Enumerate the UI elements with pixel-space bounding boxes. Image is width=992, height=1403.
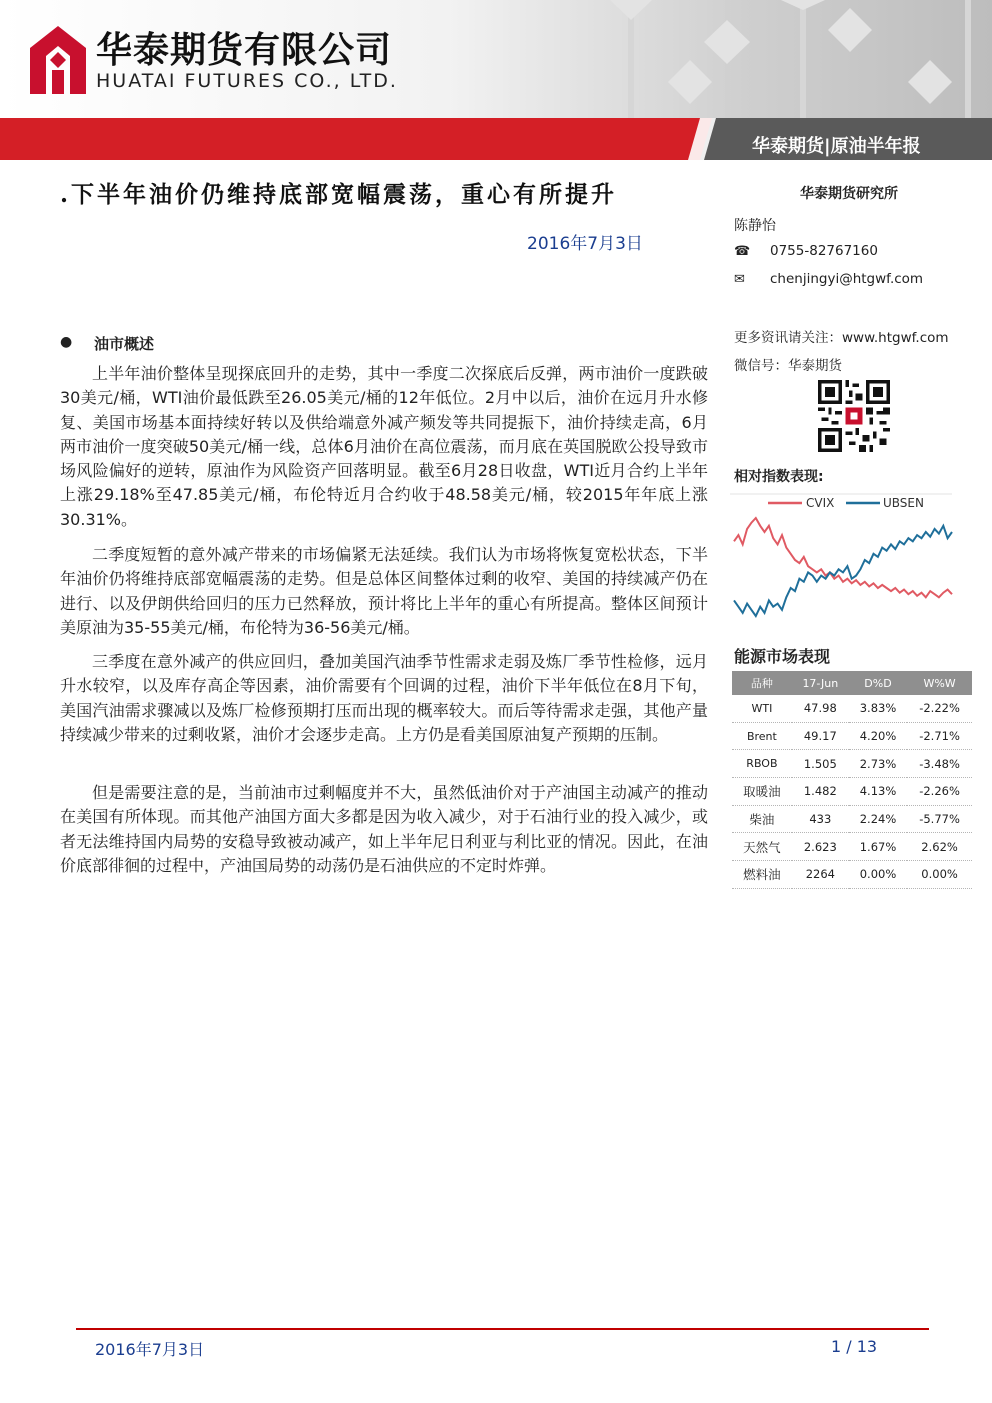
body-paragraph: 三季度在意外减产的供应回归，叠加美国汽油季节性需求走弱及炼厂季节性检修，远月升水较窄，以及库存高企等因素，油价需要有个回调的过程，油价下半年低位在8月下旬，美国汽油需求骤减以及炼厂检修预期打压而出现的概率较大。而后等待需求走强，其他产量持续减少带来的过剩收紧，油价才会逐步走高。上方仍是看美国原油复产预期的压制。 [60, 652, 708, 744]
table-cell: -2.26% [907, 778, 972, 806]
table-cell: 2.623 [792, 833, 849, 861]
table-cell: -2.22% [907, 695, 972, 722]
footer-rule [76, 1328, 929, 1330]
column-header: 品种 [732, 671, 792, 695]
page-number: 1 / 13 [831, 1337, 878, 1356]
table-cell: 1.505 [792, 750, 849, 778]
section-bullet: ● [60, 334, 73, 350]
phone-row [734, 243, 878, 259]
document-date: 2016年7月3日 [527, 234, 643, 254]
body-paragraph: 上半年油价整体呈现探底回升的走势，其中一季度二次探底后反弹，两市油价一度跌破30美元/桶，WTI油价最低跌至26.05美元/桶的12年低位。2月中以后，油价在远月升水修复、美国市场基本面持续好转以及供给端意外减产频发等共同提振下，油价持续走高，6月两市油价一度突破50美元/桶一线，总体6月油价在高位震荡，而月底在英国脱欧公投导致市场风险偏好的逆转，原油作为风险资产回落明显。截至6月28日收盘，WTI近月合约上半年上涨29.18%至47.85美元/桶，布伦特近月合约收于48.58美元/桶，较2015年年底上涨30.31%。 [60, 364, 708, 529]
series-line-cvix [734, 518, 952, 597]
table-cell: 2264 [792, 861, 849, 889]
table-cell: 47.98 [792, 695, 849, 722]
table-cell: 4.13% [849, 778, 907, 806]
table-cell: 0.00% [849, 861, 907, 889]
table-cell: 2.73% [849, 750, 907, 778]
company-name-cn: 华泰期货有限公司 [96, 30, 393, 71]
phone-icon: ☎ [734, 244, 751, 259]
company-name-en: HUATAI FUTURES CO., LTD. [96, 70, 398, 92]
table-cell: Brent [732, 722, 792, 750]
document-title: .下半年油价仍维持底部宽幅震荡，重心有所提升 [60, 181, 618, 208]
qr-code-icon [818, 380, 890, 452]
footer-date: 2016年7月3日 [95, 1340, 205, 1359]
table-header-row [732, 671, 972, 695]
more-info-line: 更多资讯请关注：www.htgwf.com [734, 330, 949, 346]
table-cell: 柴油 [732, 805, 792, 833]
table-row [732, 833, 972, 861]
table-row [732, 750, 972, 778]
table-row [732, 778, 972, 806]
index-chart-title: 相对指数表现: [734, 469, 824, 485]
column-header: 17-Jun [792, 671, 849, 695]
chart-legend [768, 496, 924, 510]
table-row [732, 861, 972, 889]
body-paragraph: 二季度短暂的意外减产带来的市场偏紧无法延续。我们认为市场将恢复宽松状态，下半年油价仍将维持底部宽幅震荡的走势。但是总体区间整体过剩的收窄、美国的持续减产仍在进行、以及伊朗供给回归的压力已然释放，预计将比上半年的重心有所提高。整体区间预计美原油为35-55美元/桶，布伦特为36-56美元/桶。 [60, 545, 708, 637]
research-institute: 华泰期货研究所 [800, 186, 898, 202]
author-name: 陈静怡 [734, 218, 776, 234]
body-paragraph: 但是需要注意的是，当前油市过剩幅度并不大，虽然低油价对于产油国主动减产的推动在美国有所体现。而其他产油国方面大多都是因为收入减少，对于石油行业的投入减少，或者无法维持国内局势的安稳导致被动减产，如上半年尼日利亚与利比亚的情况。因此，在油价底部徘徊的过程中，产油国局势的动荡仍是石油供应的不定时炸弹。 [60, 783, 708, 875]
table-cell: 1.67% [849, 833, 907, 861]
table-cell: 0.00% [907, 861, 972, 889]
phone-number: 0755-82767160 [770, 243, 878, 259]
table-cell: 2.24% [849, 805, 907, 833]
table-cell: 433 [792, 805, 849, 833]
table-cell: 3.83% [849, 695, 907, 722]
column-header: D%D [849, 671, 907, 695]
table-cell: 4.20% [849, 722, 907, 750]
legend-label-ubsen: UBSEN [883, 496, 924, 510]
page-header [0, 0, 992, 160]
email-row [734, 271, 923, 287]
section-heading: 油市概述 [94, 335, 155, 353]
table-row [732, 695, 972, 722]
table-cell: -5.77% [907, 805, 972, 833]
table-row [732, 805, 972, 833]
table-cell: 取暖油 [732, 778, 792, 806]
email-address[interactable]: chenjingyi@htgwf.com [770, 271, 924, 287]
report-type-tag: 华泰期货|原油半年报 [752, 136, 921, 157]
table-cell: RBOB [732, 750, 792, 778]
relative-index-chart [730, 488, 955, 628]
table-cell: 燃料油 [732, 861, 792, 889]
table-cell: WTI [732, 695, 792, 722]
table-cell: 49.17 [792, 722, 849, 750]
table-cell: 1.482 [792, 778, 849, 806]
wechat-line: 微信号：华泰期货 [734, 358, 842, 374]
company-logo-icon [30, 26, 86, 94]
table-cell: -3.48% [907, 750, 972, 778]
header-decoration [600, 0, 992, 118]
table-row [732, 722, 972, 750]
series-line-ubsen [734, 526, 952, 616]
table-cell: 2.62% [907, 833, 972, 861]
envelope-icon: ✉ [734, 272, 745, 287]
table-cell: -2.71% [907, 722, 972, 750]
legend-label-cvix: CVIX [806, 496, 835, 510]
energy-market-table [732, 671, 972, 889]
table-cell: 天然气 [732, 833, 792, 861]
market-table-title: 能源市场表现 [734, 647, 831, 666]
column-header: W%W [907, 671, 972, 695]
